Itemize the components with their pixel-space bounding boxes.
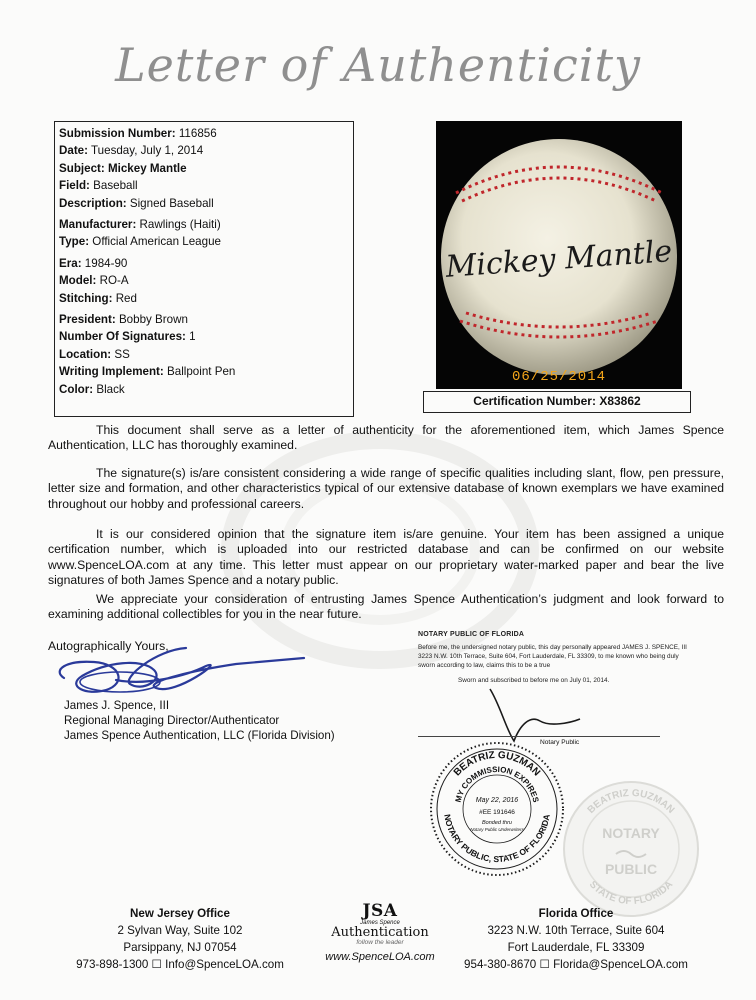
detail-location: Location: SS bbox=[59, 347, 130, 361]
nj-office-title: New Jersey Office bbox=[130, 907, 230, 920]
fl-office-line1: 3223 N.W. 10th Terrace, Suite 604 bbox=[487, 924, 665, 937]
notary-heading: NOTARY PUBLIC OF FLORIDA bbox=[418, 631, 525, 638]
certification-number-box bbox=[423, 391, 691, 413]
website-link[interactable]: www.SpenceLOA.com bbox=[325, 951, 435, 963]
fl-office-line3: 954-380-8670 ☐ Florida@SpenceLOA.com bbox=[464, 958, 688, 971]
page-title: Letter of Authenticity bbox=[115, 38, 641, 92]
detail-number-of-signatures: Number Of Signatures: 1 bbox=[59, 330, 196, 344]
emboss-middle-1: NOTARY bbox=[602, 825, 660, 841]
authenticator-company: James Spence Authentication, LLC (Florida Division) bbox=[64, 729, 335, 742]
emboss-middle-2: PUBLIC bbox=[604, 861, 658, 877]
detail-field: Field: Baseball bbox=[59, 179, 138, 193]
nj-office-block bbox=[70, 905, 290, 973]
detail-stitching: Stitching: Red bbox=[59, 291, 137, 305]
paragraph-2: The signature(s) is/are consistent considering a wide range of specific qualities including slant, flow, pen pressure, letter size and formation, and other characteristics typical of our extensive database of known exemplars we have examined throughout our hobby and professional careers. bbox=[48, 466, 724, 511]
seal-top-text: BEATRIZ GUZMAN bbox=[451, 749, 543, 779]
nj-office-line3: 973-898-1300 ☐ Info@SpenceLOA.com bbox=[76, 958, 284, 971]
notary-line bbox=[418, 736, 660, 737]
notary-block bbox=[418, 630, 688, 685]
detail-manufacturer: Manufacturer: Rawlings (Haiti) bbox=[59, 218, 221, 232]
baseball-photo bbox=[436, 121, 682, 389]
jsa-logo bbox=[320, 902, 440, 963]
nj-office-line1: 2 Sylvan Way, Suite 102 bbox=[117, 924, 243, 937]
jsa-logo-auth: Authentication bbox=[331, 925, 429, 940]
emboss-top-text: BEATRIZ GUZMAN bbox=[585, 787, 677, 816]
detail-type: Type: Official American League bbox=[59, 235, 221, 249]
notary-body: Before me, the undersigned notary public, this day personally appeared JAMES J. SPENCE, III 3223 N.W. 10th Terrace, Suite 604, Fort Lauderdale, FL 33309, to me known who being duly sworn according to law, claims this to be a true bbox=[418, 644, 687, 669]
seal-number: #EE 191646 bbox=[479, 809, 515, 816]
paragraph-4: We appreciate your consideration of entrusting James Spence Authentication’s judgment and look forward to examining additional collectibles for you in the near future. bbox=[48, 592, 724, 622]
ball-signature: Mickey Mantle bbox=[444, 234, 674, 285]
photo-date-stamp: 06/25/2014 bbox=[511, 369, 606, 385]
emboss-bottom-text: STATE OF FLORIDA bbox=[586, 879, 676, 908]
detail-era: Era: 1984-90 bbox=[59, 256, 128, 270]
paragraph-3: It is our considered opinion that the signature item is/are genuine. Your item has been assigned a unique certification number, which is uploaded into our restricted database and can be confirmed on our website www.SpenceLOA.com at any time. This letter must appear on our proprietary water-marked paper and bear the live signatures of both James Spence and a notary public. bbox=[48, 527, 724, 588]
fl-office-line2: Fort Lauderdale, FL 33309 bbox=[507, 941, 645, 954]
paragraph-1: This document shall serve as a letter of authenticity for the aforementioned item, which James Spence Authentication, LLC has thoroughly examined. bbox=[48, 423, 724, 453]
jsa-logo-small: James Spence bbox=[360, 920, 400, 926]
notary-sworn: Sworn and subscribed to before me on July 01, 2014. bbox=[458, 677, 610, 684]
item-details-box bbox=[54, 121, 354, 417]
detail-date: Date: Tuesday, July 1, 2014 bbox=[59, 144, 204, 158]
seal-bottom-text: NOTARY PUBLIC, STATE OF FLORIDA bbox=[442, 813, 552, 865]
seal-date: May 22, 2016 bbox=[475, 797, 519, 804]
seal-bonded: Bonded thru bbox=[482, 820, 512, 826]
certification-value: X83862 bbox=[599, 394, 641, 408]
closing-text: Autographically Yours, bbox=[48, 639, 169, 653]
seal-commission-text: MY COMMISSION EXPIRES bbox=[453, 764, 541, 804]
certification-label: Certification Number: bbox=[473, 394, 596, 408]
detail-color: Color: Black bbox=[59, 382, 125, 396]
authenticator-role: Regional Managing Director/Authenticator bbox=[64, 714, 280, 727]
baseball-image bbox=[436, 121, 682, 389]
embossed-seal bbox=[560, 778, 702, 920]
seal-bonded-2: Notary Public Underwriters bbox=[470, 827, 524, 832]
jsa-logo-mark: JSA bbox=[362, 901, 398, 921]
authenticator-signature bbox=[46, 640, 316, 700]
notary-seal bbox=[428, 740, 566, 878]
detail-submission-number: Submission Number: 116856 bbox=[59, 127, 217, 140]
detail-description: Description: Signed Baseball bbox=[59, 196, 214, 210]
detail-model: Model: RO-A bbox=[59, 274, 129, 288]
detail-writing-implement: Writing Implement: Ballpoint Pen bbox=[59, 365, 236, 379]
notary-line-label: Notary Public bbox=[540, 739, 580, 746]
detail-president: President: Bobby Brown bbox=[59, 313, 188, 327]
jsa-logo-tag: follow the leader bbox=[356, 939, 404, 946]
nj-office-line2: Parsippany, NJ 07054 bbox=[123, 941, 237, 954]
fl-office-block bbox=[456, 905, 696, 973]
authenticator-name: James J. Spence, III bbox=[64, 699, 170, 712]
detail-subject: Subject: Mickey Mantle bbox=[59, 161, 187, 175]
fl-office-title: Florida Office bbox=[538, 907, 614, 920]
